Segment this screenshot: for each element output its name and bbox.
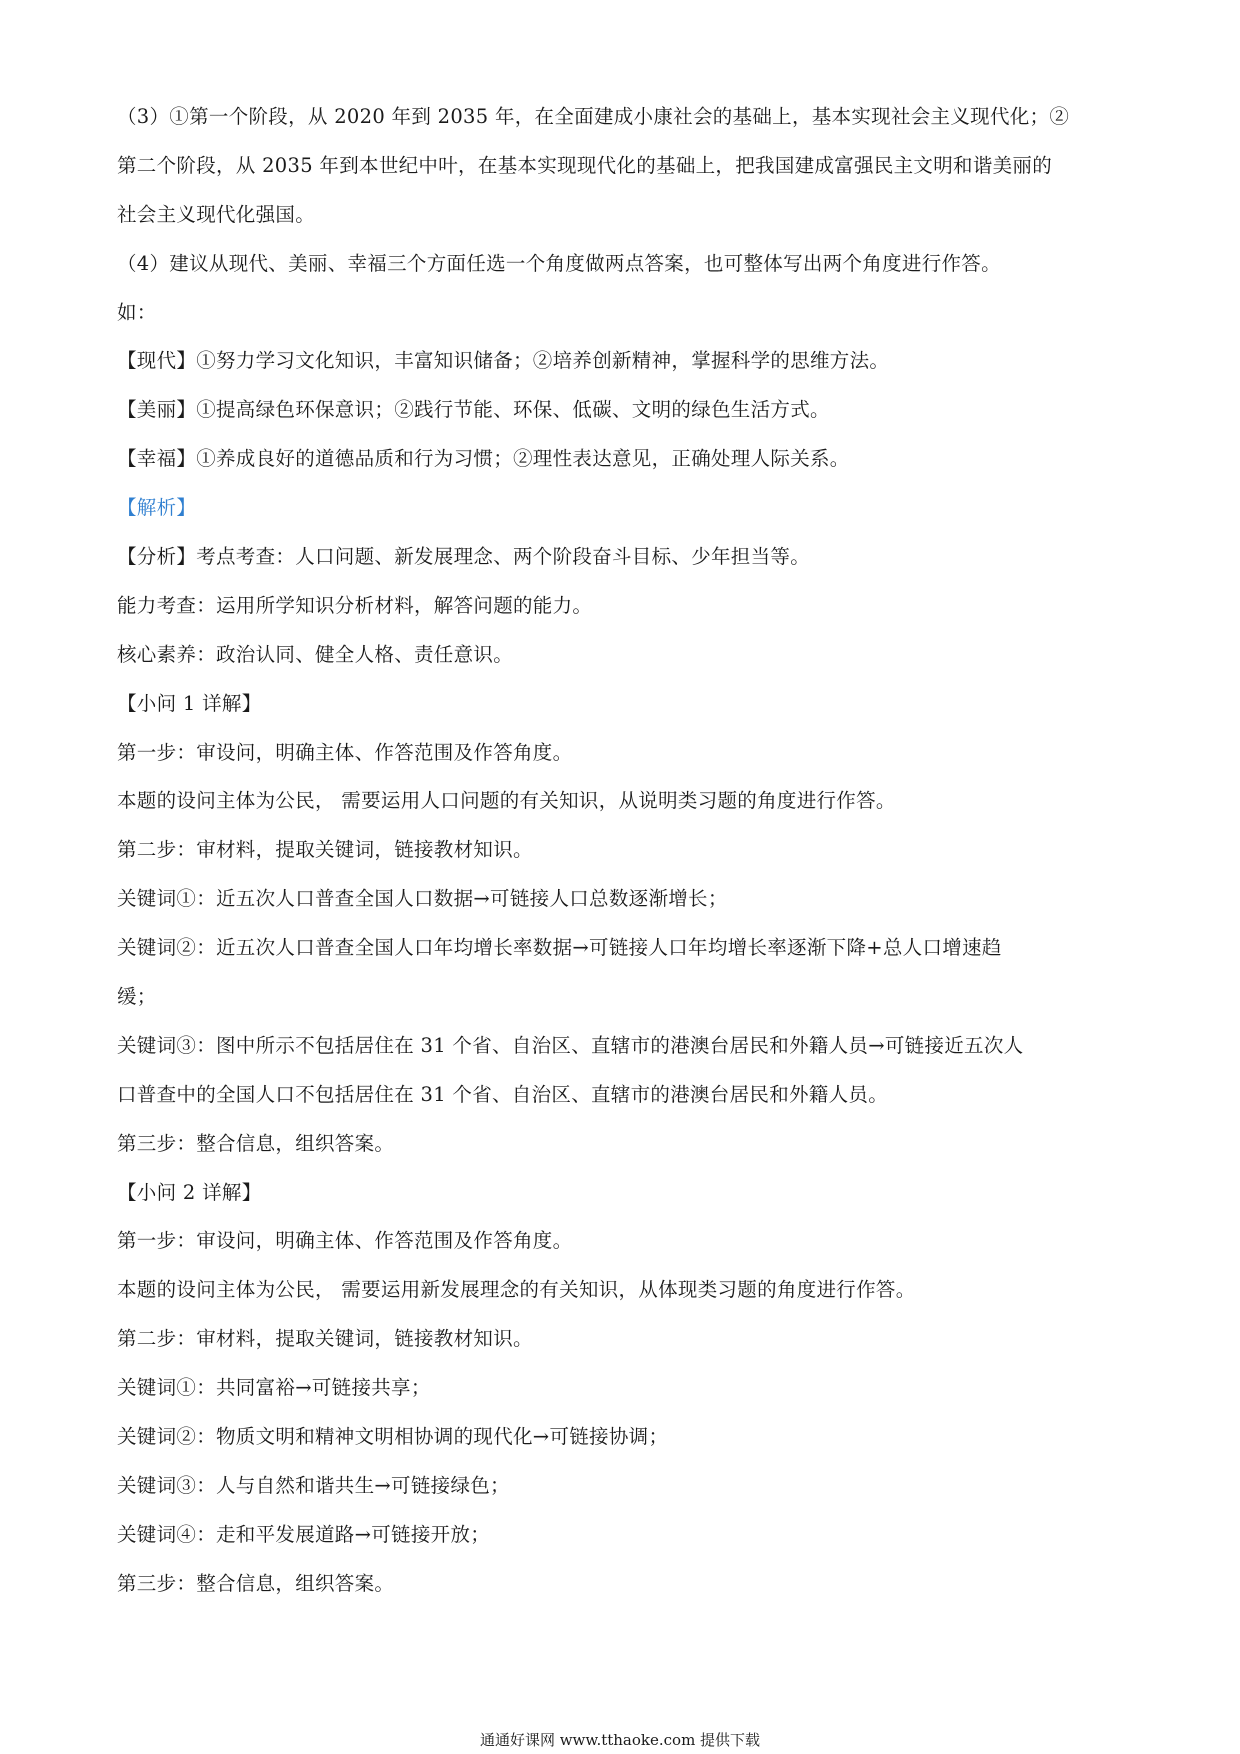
answer-4-example-label: 如： <box>117 300 157 324</box>
subquestion-2-step-1: 第一步：审设问，明确主体、作答范围及作答角度。 <box>117 1229 573 1253</box>
subquestion-1-keyword-1: 关键词①：近五次人口普查全国人口数据→可链接人口总数逐渐增长； <box>117 887 728 911</box>
subquestion-2-step-3: 第三步：整合信息，组织答案。 <box>117 1571 395 1595</box>
analysis-heading: 【解析】 <box>117 496 197 520</box>
subquestion-1-keyword-2: 关键词②：近五次人口普查全国人口年均增长率数据→可链接人口年均增长率逐渐下降+总人口增速趋 <box>117 936 1002 960</box>
subquestion-1-keyword-3: 关键词③：图中所示不包括居住在 31 个省、自治区、直辖市的港澳台居民和外籍人员→可链接近五次人 <box>117 1033 1024 1057</box>
answer-4-happiness: 【幸福】①养成良好的道德品质和行为习惯；②理性表达意见，正确处理人际关系。 <box>117 447 850 471</box>
subquestion-1-keyword-3-cont: 口普查中的全国人口不包括居住在 31 个省、自治区、直辖市的港澳台居民和外籍人员。 <box>117 1082 889 1106</box>
subquestion-1-heading: 【小问 1 详解】 <box>117 691 262 715</box>
document-body <box>117 102 1127 1618</box>
footer-source-note: 通通好课网 www.tthaoke.com 提供下载 <box>479 1731 761 1749</box>
answer-4-beautiful: 【美丽】①提高绿色环保意识；②践行节能、环保、低碳、文明的绿色生活方式。 <box>117 398 830 422</box>
subquestion-2-subject: 本题的设问主体为公民， 需要运用新发展理念的有关知识，从体现类习题的角度进行作答。 <box>117 1278 916 1302</box>
subquestion-2-heading: 【小问 2 详解】 <box>117 1180 262 1204</box>
subquestion-1-keyword-2-cont: 缓； <box>117 985 157 1009</box>
subquestion-2-keyword-2: 关键词②：物质文明和精神文明相协调的现代化→可链接协调； <box>117 1425 669 1449</box>
subquestion-2-keyword-1: 关键词①：共同富裕→可链接共享； <box>117 1376 431 1400</box>
subquestion-1-step-3: 第三步：整合信息，组织答案。 <box>117 1131 395 1155</box>
subquestion-1-step-2: 第二步：审材料，提取关键词，链接教材知识。 <box>117 838 533 862</box>
subquestion-1-step-1: 第一步：审设问，明确主体、作答范围及作答角度。 <box>117 740 573 764</box>
analysis-core-literacy: 核心素养：政治认同、健全人格、责任意识。 <box>117 642 514 666</box>
answer-4-modern: 【现代】①努力学习文化知识，丰富知识储备；②培养创新精神，掌握科学的思维方法。 <box>117 349 890 373</box>
subquestion-1-subject: 本题的设问主体为公民， 需要运用人口问题的有关知识，从说明类习题的角度进行作答。 <box>117 789 896 813</box>
answer-3-line-1: （3）①第一个阶段，从 2020 年到 2035 年，在全面建成小康社会的基础上，基本实现社会主义现代化；② <box>117 105 1070 128</box>
answer-3-line-2: 第二个阶段，从 2035 年到本世纪中叶，在基本实现现代化的基础上，把我国建成富强民主文明和谐美丽的 <box>117 153 1053 177</box>
answer-4-intro: （4）建议从现代、美丽、幸福三个方面任选一个角度做两点答案，也可整体写出两个角度进行作答。 <box>117 251 1001 275</box>
analysis-ability: 能力考查：运用所学知识分析材料，解答问题的能力。 <box>117 593 593 617</box>
subquestion-2-keyword-3: 关键词③：人与自然和谐共生→可链接绿色； <box>117 1473 510 1497</box>
subquestion-2-keyword-4: 关键词④：走和平发展道路→可链接开放； <box>117 1522 491 1546</box>
analysis-topics: 【分析】考点考查：人口问题、新发展理念、两个阶段奋斗目标、少年担当等。 <box>117 545 811 569</box>
answer-3-line-3: 社会主义现代化强国。 <box>117 202 316 226</box>
subquestion-2-step-2: 第二步：审材料，提取关键词，链接教材知识。 <box>117 1327 533 1351</box>
